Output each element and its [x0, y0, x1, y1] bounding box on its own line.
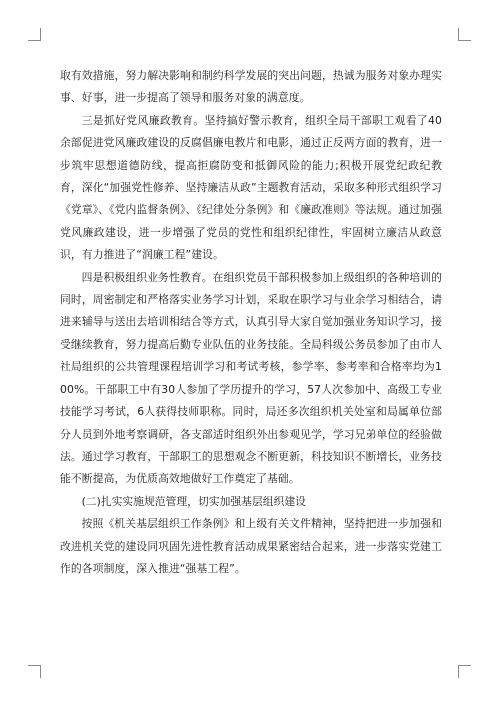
paragraph-continuation: 取有效措施，努力解决影响和制约科学发展的突出问题，热诚为服务对象办理实事、好事，进一步提高了领导和服务对象的满意度。 — [60, 69, 442, 105]
paragraph-organization-building: 按照《机关基层组织工作条例》和上级有关文件精神，坚持把进一步加强和改进机关党的建设同巩固先进性教育活动成果紧密结合起来，进一步落实党建工作的各项制度，深入推进“强基工程”。 — [60, 517, 442, 575]
paragraph-integrity-education: 三是抓好党风廉政教育。坚持搞好警示教育，组织全局干部职工观看了40余部促进党风廉政建设的反腐倡廉电教片和电影，通过正反两方面的教育，进一步筑牢思想道德防线，提高拒腐防变和抵御风险的能力;积极开展党纪政纪教育，深化“加强党性修养、坚持廉洁从政”主题教育活动，采取多种形式组织学习《党章》、《党内监督条例》、《纪律处分条例》和《廉政准则》等法规。通过加强党风廉政建设，进一步增强了党员的党性和组织纪律性，牢固树立廉洁从政意识，有力推进了“润廉工程”建设。 — [60, 113, 442, 262]
paragraph-business-education: 四是积极组织业务性教育。在组织党员干部积极参加上级组织的各种培训的同时，周密制定和严格落实业务学习计划，采取在职学习与业余学习相结合，请进来辅导与送出去培训相结合等方式，认真引导大家自觉加强业务知识学习，接受继续教育，努力提高后勤专业队伍的业务技能。全局科级公务员参加了由市人社局组织的公共管理课程培训学习和考试考核，参学率、参考率和合格率均为100%。干部职工中有30人参加了学历提升的学习，57人次参加中、高级工专业技能学习考试，6人获得技师职称。同时，局还多次组织机关处室和局属单位部分人员到外地考察调研，各支部适时组织外出参观见学，学习兄弟单位的经验做法。通过学习教育，干部职工的思想观念不断更新，科技知识不断增长，业务技能不断提高，为优质高效地做好工作奠定了基础。 — [60, 270, 442, 486]
document-body — [60, 65, 442, 580]
section-heading: (二)扎实实施规范管理，切实加强基层组织建设 — [81, 494, 306, 508]
